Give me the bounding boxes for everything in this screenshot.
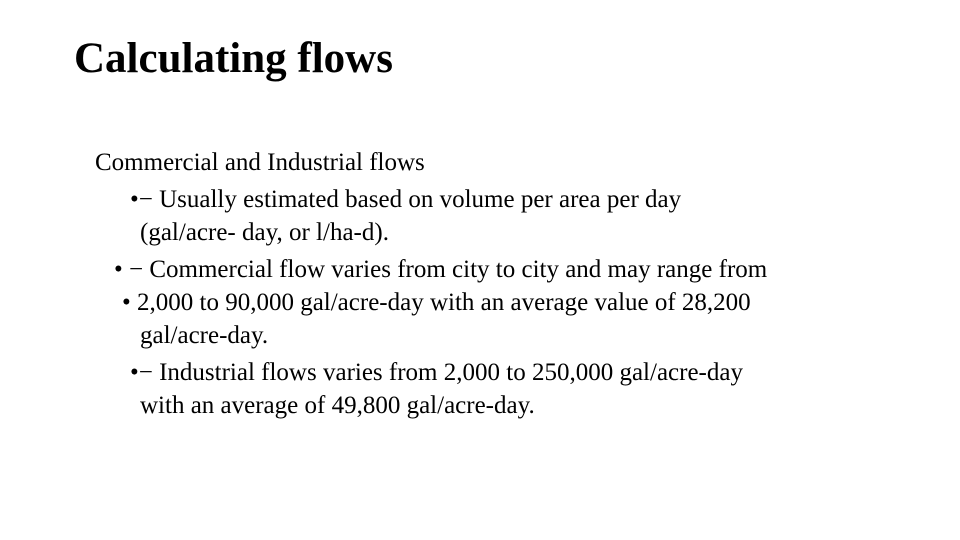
heading-commercial-industrial: Commercial and Industrial flows xyxy=(95,149,425,176)
bullet-industrial-flow: •− Industrial flows varies from 2,000 to 250,000 gal/acre-day xyxy=(130,359,743,386)
bullet-usually-estimated: •− Usually estimated based on volume per area per day xyxy=(130,186,682,213)
bullet-commercial-flow: • − Commercial flow varies from city to city and may range from xyxy=(114,256,768,283)
bullet-industrial-flow-cont: with an average of 49,800 gal/acre-day. xyxy=(140,392,535,419)
bullet-commercial-range-cont: gal/acre-day. xyxy=(140,322,269,349)
slide-title: Calculating flows xyxy=(74,35,393,82)
bullet-commercial-range: • 2,000 to 90,000 gal/acre-day with an average value of 28,200 xyxy=(122,289,751,316)
bullet-usually-estimated-cont: (gal/acre- day, or l/ha-d). xyxy=(140,219,389,246)
